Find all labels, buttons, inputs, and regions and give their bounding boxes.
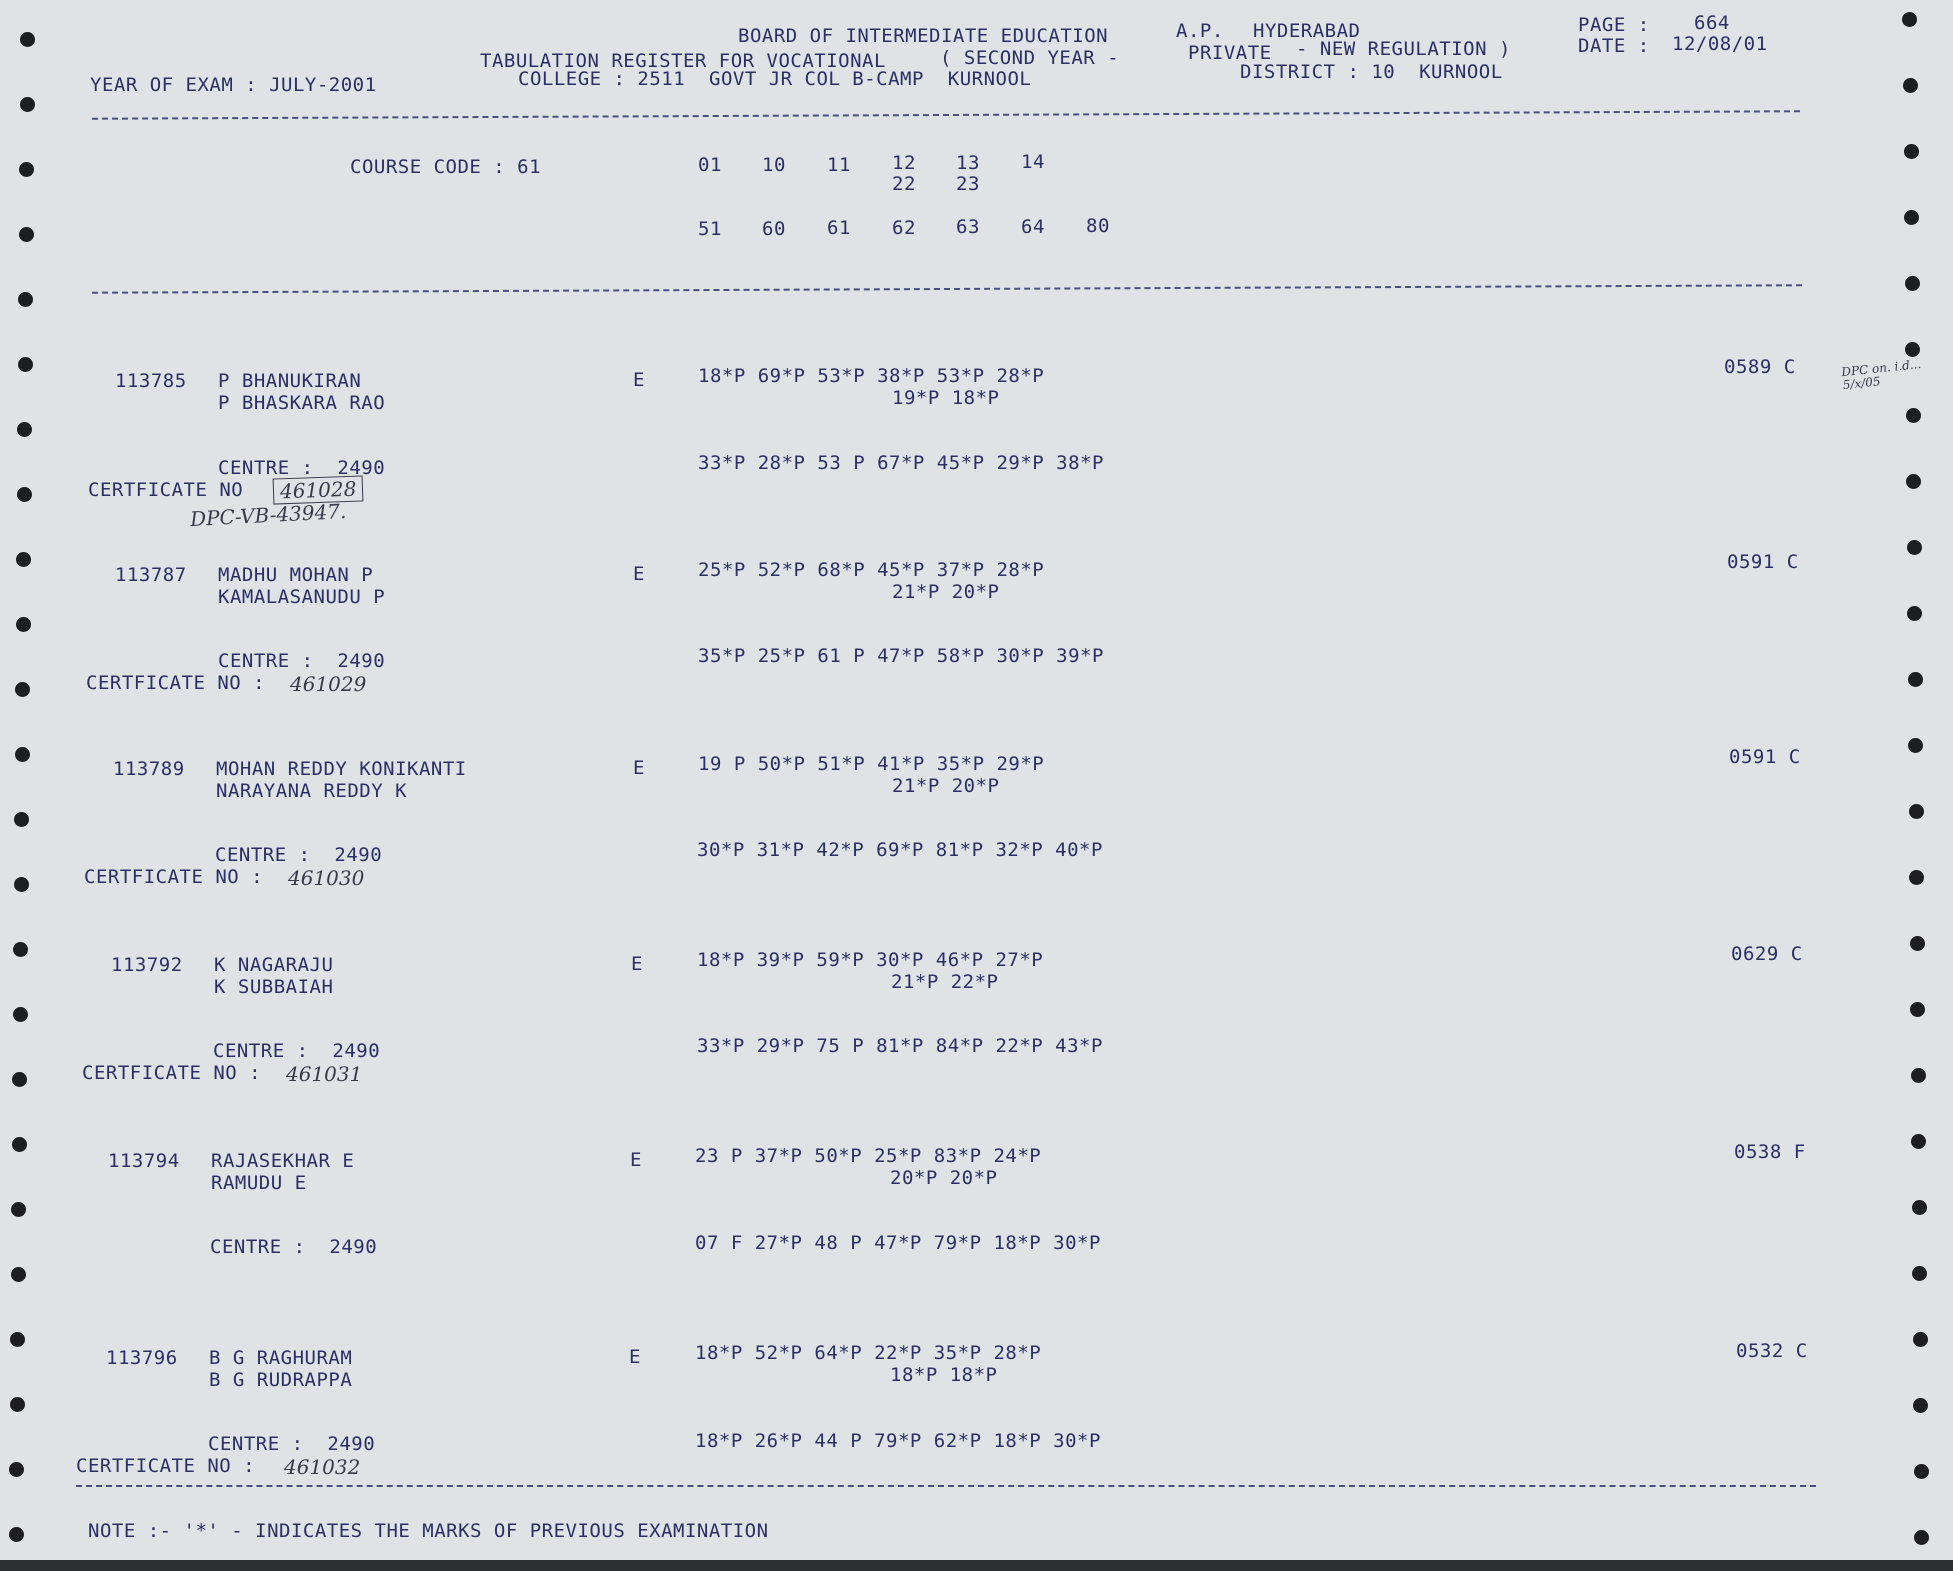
college-info: COLLEGE : 2511 GOVT JR COL B-CAMP KURNOOL (518, 68, 1032, 90)
feed-hole (9, 1527, 24, 1542)
centre-label: CENTRE : 2490 (218, 650, 386, 672)
divider-line (92, 284, 1802, 293)
marks-row: 18*P 69*P 53*P 38*P 53*P 28*P (698, 365, 1045, 387)
city-label: HYDERABAD (1253, 20, 1361, 42)
year-of-exam: YEAR OF EXAM : JULY-2001 (90, 74, 377, 96)
marks-row: 18*P 18*P (890, 1364, 998, 1386)
total-result: 0591 C (1727, 551, 1799, 573)
page-number: 664 (1694, 12, 1730, 34)
father-name: K SUBBAIAH (214, 976, 334, 998)
centre-label: CENTRE : 2490 (218, 457, 386, 479)
feed-hole (15, 747, 30, 762)
marks-row: 35*P 25*P 61 P 47*P 58*P 30*P 39*P (698, 645, 1104, 667)
subject-code: 62 (892, 217, 916, 239)
certificate-number: 461031 (286, 1062, 363, 1086)
feed-hole (1910, 1002, 1925, 1017)
marks-row: 19 P 50*P 51*P 41*P 35*P 29*P (698, 753, 1045, 775)
feed-hole (16, 617, 31, 632)
subject-code: 23 (956, 173, 980, 195)
feed-hole (19, 162, 34, 177)
footer-note: NOTE :- '*' - INDICATES THE MARKS OF PREVIOUS EXAMINATION (88, 1520, 769, 1542)
handwritten-note: DPC-VB-43947. (189, 498, 347, 532)
feed-hole (20, 97, 35, 112)
subject-code: 10 (762, 154, 786, 176)
marks-row: 20*P 20*P (890, 1167, 998, 1189)
feed-hole (1913, 1332, 1928, 1347)
roll-number: 113792 (111, 954, 183, 976)
certificate-label: CERTFICATE NO : (84, 866, 264, 888)
certificate-label: CERTFICATE NO (88, 479, 244, 501)
subject-code: 60 (762, 218, 786, 240)
certificate-number: 461029 (290, 672, 367, 696)
marks-row: 18*P 52*P 64*P 22*P 35*P 28*P (695, 1342, 1042, 1364)
subject-code: 63 (956, 216, 980, 238)
feed-hole (19, 227, 34, 242)
feed-hole (1914, 1530, 1929, 1545)
feed-hole (1909, 804, 1924, 819)
feed-hole (1913, 1398, 1928, 1413)
feed-hole (20, 32, 35, 47)
page-label: PAGE : (1578, 14, 1650, 36)
feed-hole (1910, 936, 1925, 951)
feed-hole (1909, 870, 1924, 885)
register-title: TABULATION REGISTER FOR VOCATIONAL (480, 50, 886, 72)
divider-line (92, 110, 1800, 119)
subject-code: 11 (827, 154, 851, 176)
feed-hole (13, 1007, 28, 1022)
total-result: 0629 C (1731, 943, 1803, 965)
feed-hole (17, 422, 32, 437)
student-name: MOHAN REDDY KONIKANTI (216, 758, 467, 780)
feed-hole (9, 1462, 24, 1477)
medium: E (633, 369, 645, 391)
student-name: K NAGARAJU (214, 954, 334, 976)
handwritten-side-note: DPC on. i.d... 5/x/05 (1840, 356, 1922, 393)
feed-hole (10, 1332, 25, 1347)
subject-code: 51 (698, 218, 722, 240)
feed-hole (13, 942, 28, 957)
feed-hole (1905, 276, 1920, 291)
marks-row: 18*P 39*P 59*P 30*P 46*P 27*P (697, 949, 1044, 971)
feed-hole (1914, 1464, 1929, 1479)
roll-number: 113785 (115, 370, 187, 392)
feed-hole (14, 877, 29, 892)
marks-row: 21*P 20*P (892, 581, 1000, 603)
feed-hole (1906, 474, 1921, 489)
feed-hole (1912, 1266, 1927, 1281)
feed-hole (11, 1202, 26, 1217)
father-name: NARAYANA REDDY K (216, 780, 408, 802)
subject-code: 61 (827, 217, 851, 239)
total-result: 0538 F (1734, 1141, 1806, 1163)
father-name: P BHASKARA RAO (218, 392, 386, 414)
private-label: PRIVATE (1188, 42, 1272, 64)
marks-row: 23 P 37*P 50*P 25*P 83*P 24*P (695, 1145, 1042, 1167)
medium: E (633, 563, 645, 585)
date-label: DATE : (1578, 35, 1650, 57)
marks-row: 18*P 26*P 44 P 79*P 62*P 18*P 30*P (695, 1430, 1101, 1452)
student-name: P BHANUKIRAN (218, 370, 362, 392)
feed-hole (1908, 672, 1923, 687)
subject-code: 80 (1086, 215, 1110, 237)
state-label: A.P. (1176, 20, 1224, 42)
certificate-number: 461028 (273, 475, 364, 504)
feed-hole (15, 682, 30, 697)
father-name: B G RUDRAPPA (209, 1369, 353, 1391)
certificate-label: CERTFICATE NO : (76, 1455, 256, 1477)
feed-hole (18, 357, 33, 372)
subject-code: 14 (1021, 151, 1045, 173)
roll-number: 113794 (108, 1150, 180, 1172)
marks-row: 33*P 29*P 75 P 81*P 84*P 22*P 43*P (697, 1035, 1103, 1057)
background-edge (0, 1560, 1953, 1571)
student-name: RAJASEKHAR E (211, 1150, 355, 1172)
feed-hole (1911, 1068, 1926, 1083)
course-code: COURSE CODE : 61 (350, 156, 542, 178)
roll-number: 113787 (115, 564, 187, 586)
centre-label: CENTRE : 2490 (213, 1040, 381, 1062)
total-result: 0591 C (1729, 746, 1801, 768)
feed-hole (1903, 78, 1918, 93)
subject-code: 01 (698, 154, 722, 176)
divider-line (76, 1485, 1816, 1487)
subject-code: 13 (956, 152, 980, 174)
roll-number: 113789 (113, 758, 185, 780)
father-name: RAMUDU E (211, 1172, 307, 1194)
total-result: 0589 C (1724, 356, 1796, 378)
total-result: 0532 C (1736, 1340, 1808, 1362)
medium: E (629, 1346, 641, 1368)
medium: E (633, 757, 645, 779)
feed-hole (16, 552, 31, 567)
subject-code: 64 (1021, 216, 1045, 238)
feed-hole (17, 487, 32, 502)
feed-hole (18, 292, 33, 307)
regulation-label: - NEW REGULATION ) (1296, 38, 1511, 60)
marks-row: 21*P 22*P (891, 971, 999, 993)
medium: E (631, 953, 643, 975)
feed-hole (1906, 408, 1921, 423)
feed-hole (1907, 540, 1922, 555)
feed-hole (1902, 12, 1917, 27)
feed-hole (1912, 1200, 1927, 1215)
marks-row: 07 F 27*P 48 P 47*P 79*P 18*P 30*P (695, 1232, 1101, 1254)
feed-hole (10, 1397, 25, 1412)
centre-label: CENTRE : 2490 (210, 1236, 378, 1258)
father-name: KAMALASANUDU P (218, 586, 386, 608)
marks-row: 21*P 20*P (892, 775, 1000, 797)
marks-row: 33*P 28*P 53 P 67*P 45*P 29*P 38*P (698, 452, 1104, 474)
feed-hole (1911, 1134, 1926, 1149)
date-value: 12/08/01 (1672, 33, 1768, 55)
student-name: MADHU MOHAN P (218, 564, 374, 586)
board-title: BOARD OF INTERMEDIATE EDUCATION (738, 25, 1109, 47)
marks-row: 19*P 18*P (892, 387, 1000, 409)
centre-label: CENTRE : 2490 (208, 1433, 376, 1455)
student-name: B G RAGHURAM (209, 1347, 353, 1369)
feed-hole (1904, 210, 1919, 225)
certificate-label: CERTFICATE NO : (82, 1062, 262, 1084)
marks-row: 25*P 52*P 68*P 45*P 37*P 28*P (698, 559, 1045, 581)
feed-hole (14, 812, 29, 827)
feed-hole (12, 1072, 27, 1087)
medium: E (630, 1149, 642, 1171)
feed-hole (1905, 342, 1920, 357)
feed-hole (11, 1267, 26, 1282)
district-info: DISTRICT : 10 KURNOOL (1240, 61, 1503, 83)
subject-code: 12 (892, 152, 916, 174)
subject-code: 22 (892, 173, 916, 195)
certificate-number: 461032 (284, 1455, 361, 1479)
certificate-label: CERTFICATE NO : (86, 672, 266, 694)
certificate-number: 461030 (288, 866, 365, 890)
marks-row: 30*P 31*P 42*P 69*P 81*P 32*P 40*P (697, 839, 1103, 861)
feed-hole (1907, 606, 1922, 621)
feed-hole (1904, 144, 1919, 159)
year-label: ( SECOND YEAR - (940, 47, 1120, 69)
roll-number: 113796 (106, 1347, 178, 1369)
feed-hole (12, 1137, 27, 1152)
centre-label: CENTRE : 2490 (215, 844, 383, 866)
feed-hole (1908, 738, 1923, 753)
